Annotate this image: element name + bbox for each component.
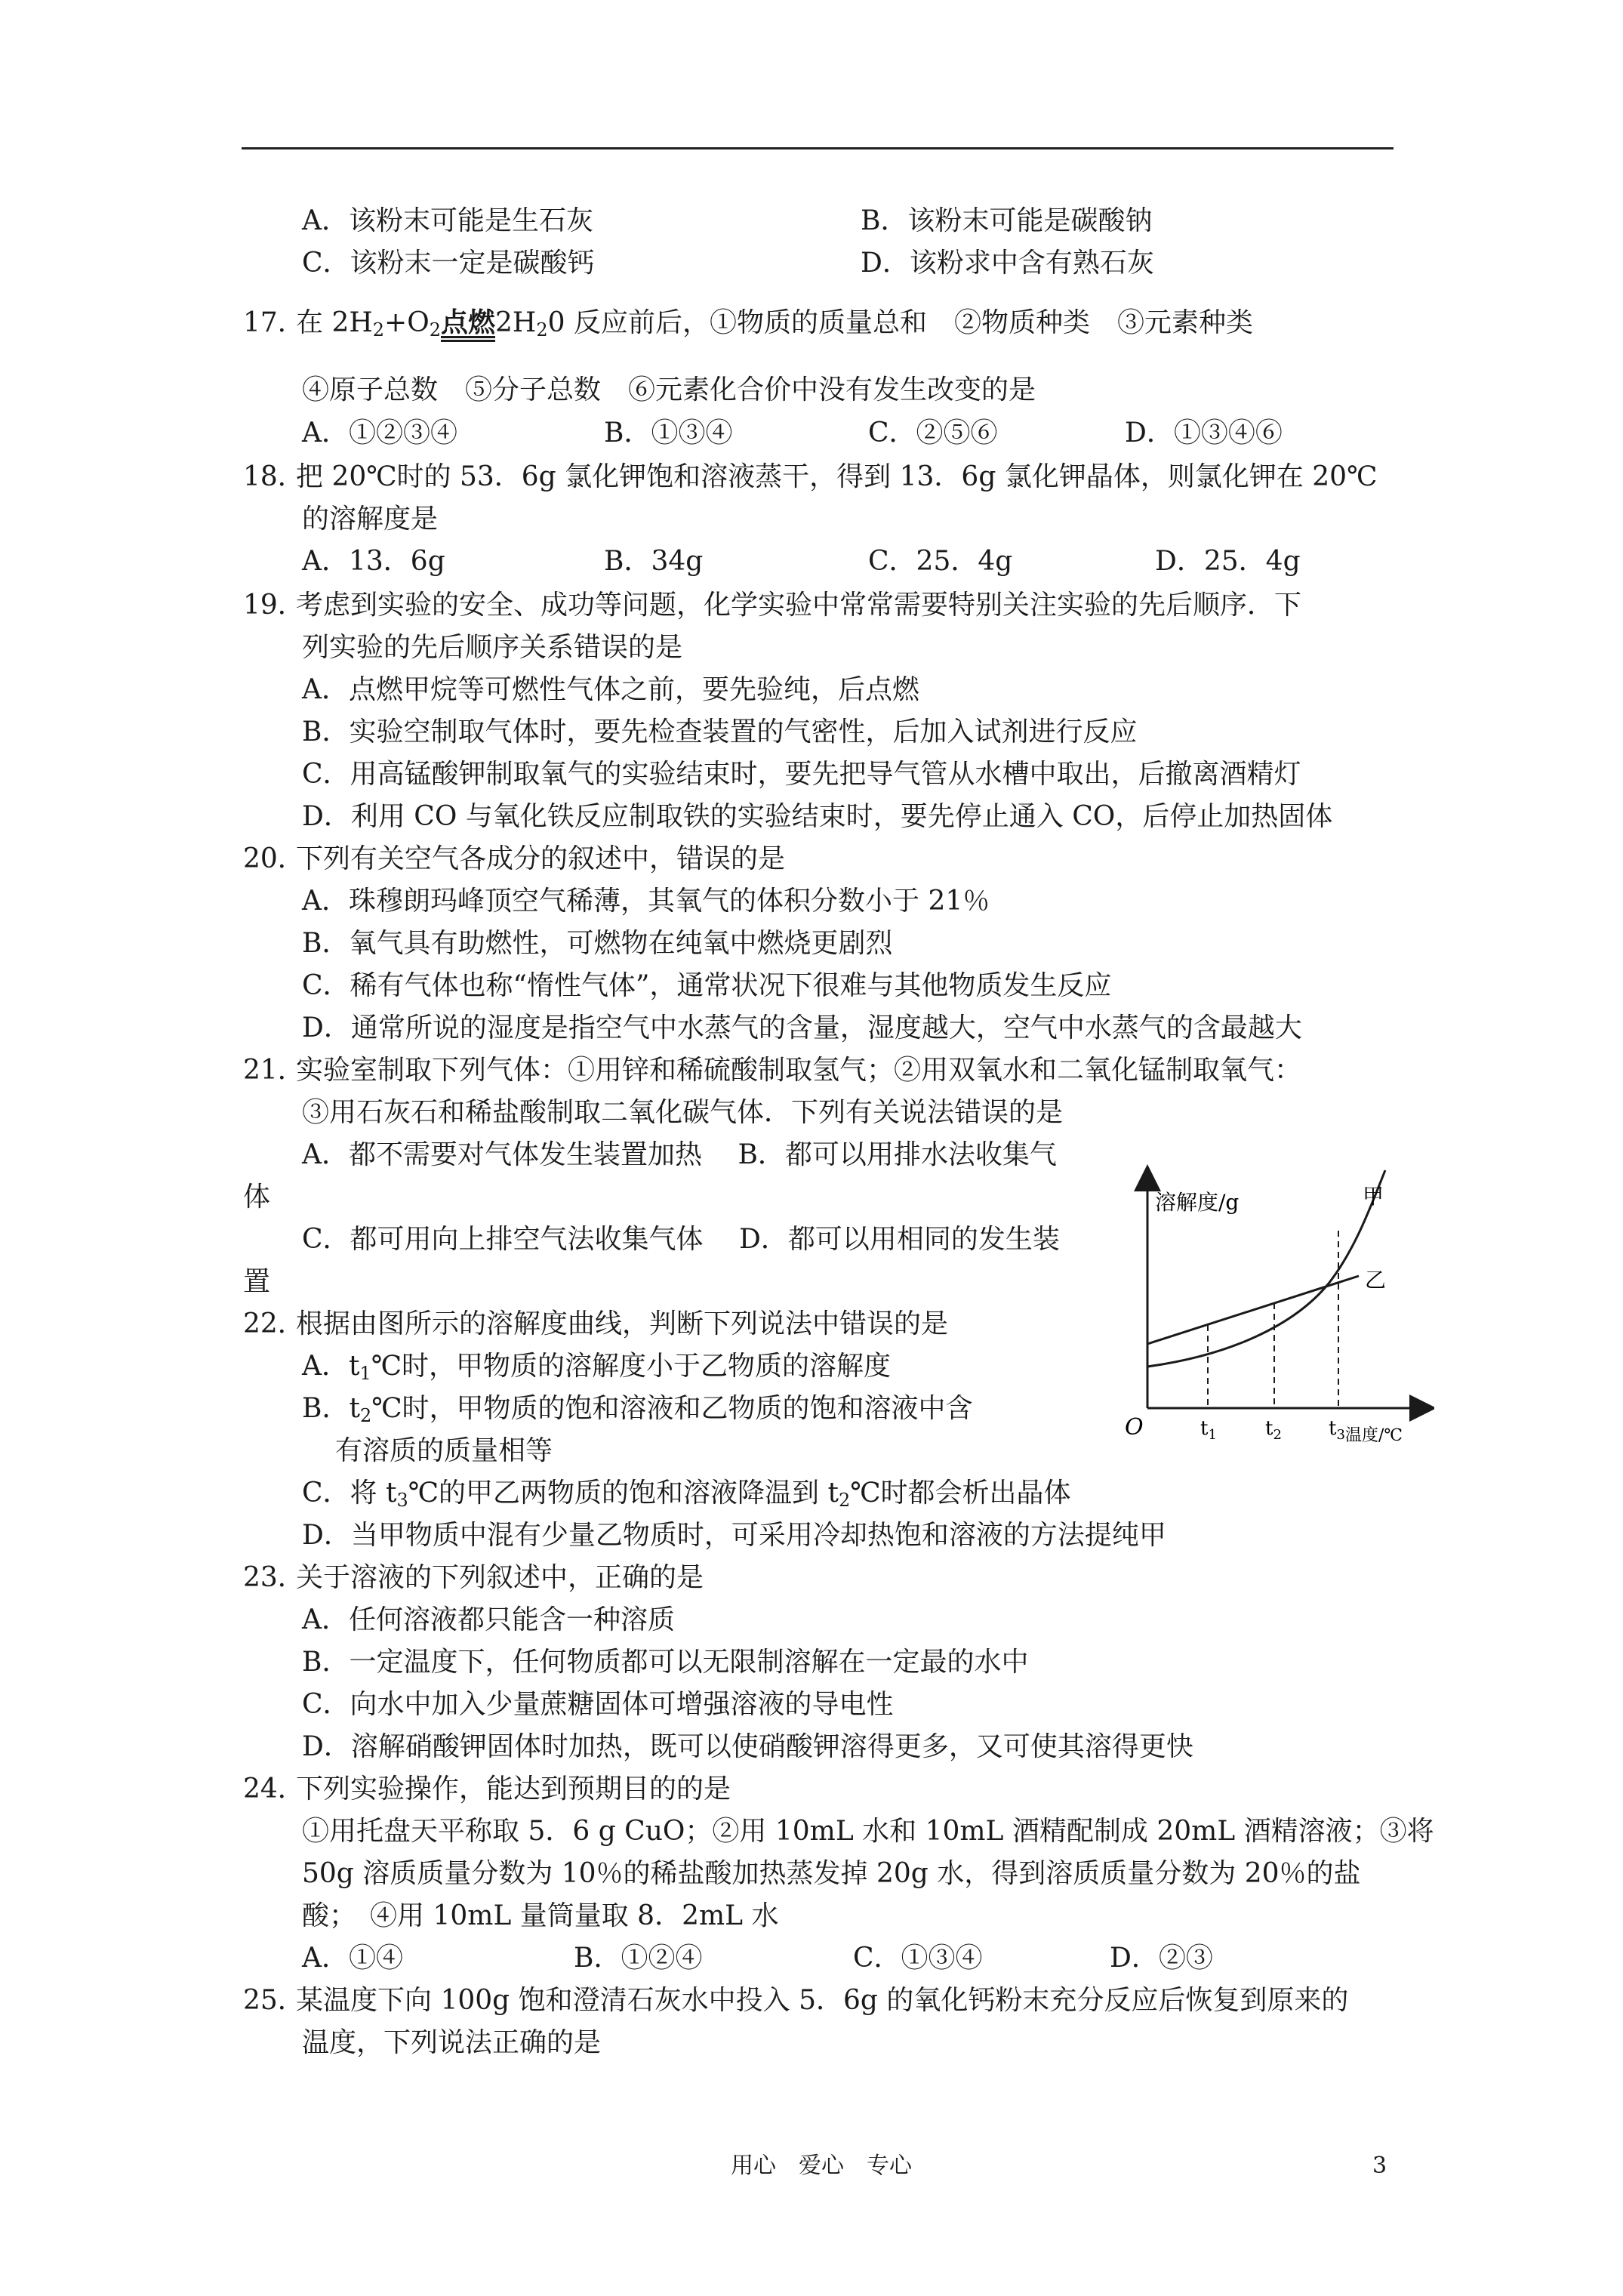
q24-option-c: C．①③④ — [853, 1943, 983, 1974]
q19-stem — [243, 589, 1301, 622]
q20-option-c: C．稀有气体也称“惰性气体”，通常状况下很难与其他物质发生反应 — [302, 970, 1112, 1001]
q22-a-post: ℃时，甲物质的溶解度小于乙物质的溶解度 — [371, 1351, 892, 1382]
q24-option-b: B．①②④ — [574, 1943, 703, 1974]
q23-number: 23． — [243, 1562, 305, 1593]
q17-eq-mid: 2H — [495, 307, 537, 338]
q22-number: 22． — [243, 1308, 305, 1339]
y-axis-label: 溶解度/g — [1155, 1190, 1240, 1215]
q18-option-d: D．25．4g — [1155, 546, 1301, 577]
q20-option-a: A．珠穆朗玛峰顶空气稀薄，其氧气的体积分数小于 21％ — [302, 886, 990, 917]
q22-c-mid: ℃的甲乙两物质的饱和溶液降温到 t — [408, 1478, 839, 1509]
q22-option-c — [302, 1477, 1071, 1510]
q22-b-pre: B．t — [302, 1393, 360, 1424]
q19-number: 19． — [243, 590, 305, 621]
t1-label: $t_1$ — [1200, 1417, 1217, 1442]
q18-option-c: C．25．4g — [868, 546, 1013, 577]
q22-b-sub: 2 — [359, 1405, 372, 1426]
curve-yi-label: 乙 — [1365, 1268, 1387, 1293]
q22-a-pre: A．t — [302, 1351, 360, 1382]
q19-option-d: D．利用 CO 与氧化铁反应制取铁的实验结束时，要先停止通入 CO，后停止加热固体 — [302, 801, 1333, 832]
q23-option-d: D．溶解硝酸钾固体时加热，既可以使硝酸钾溶得更多，又可使其溶得更快 — [302, 1731, 1193, 1762]
q24-line-2: ①用托盘天平称取 5．6 g CuO；②用 10mL 水和 10mL 酒精配制成 20mL 酒精溶液；③将 — [302, 1816, 1434, 1847]
q19-option-b: B．实验空制取气体时，要先检查装置的气密性，后加入试剂进行反应 — [302, 717, 1138, 747]
q17-condition: 点燃 — [441, 307, 496, 338]
q20-option-d: D．通常所说的湿度是指空气中水蒸气的含量，湿度越大，空气中水蒸气的含最越大 — [302, 1012, 1302, 1043]
q18-option-b: B．34g — [604, 546, 704, 577]
q18-number: 18． — [243, 461, 305, 492]
x-axis-label: 温度/℃ — [1345, 1426, 1403, 1442]
q17-eq-plus: +O — [384, 307, 430, 338]
q25-line-2: 温度，下列说法正确的是 — [302, 2027, 602, 2058]
footer-motto: 用心 爱心 专心 — [731, 2153, 912, 2179]
q22-line-1: 根据由图所示的溶解度曲线，判断下列说法中错误的是 — [296, 1308, 949, 1339]
q17-sub-3: 2 — [536, 319, 548, 341]
q21-options-ab-tail: 体 — [243, 1182, 271, 1213]
q17-line-2: ④原子总数 ⑤分子总数 ⑥元素化合价中没有发生改变的是 — [302, 374, 1036, 405]
q22-option-b-line-2: 有溶质的质量相等 — [335, 1435, 553, 1466]
q19-line-1: 考虑到实验的安全、成功等问题，化学实验中常常需要特别关注实验的先后顺序．下 — [296, 590, 1302, 621]
q25-stem — [243, 1984, 1348, 2017]
q20-number: 20． — [243, 843, 305, 874]
q17-option-c: C．②⑤⑥ — [868, 418, 998, 448]
q23-stem — [243, 1561, 704, 1595]
t3-label: $t_3$ — [1329, 1417, 1345, 1442]
q18-line-1: 把 20℃时的 53．6g 氯化钾饱和溶液蒸干，得到 13．6g 氯化钾晶体，则氯化钾在 20℃ — [296, 461, 1378, 492]
q24-number: 24． — [243, 1774, 305, 1804]
q22-c-pre: C．将 t — [302, 1478, 397, 1509]
q21-stem — [243, 1054, 1301, 1087]
q24-option-a: A．①④ — [302, 1943, 403, 1974]
q16-option-b: B．该粉末可能是碳酸钠 — [861, 205, 1153, 236]
q22-c-sub: 3 — [396, 1490, 408, 1511]
q22-c-sub2: 2 — [838, 1490, 851, 1511]
q17-eq-pre: 在 2H — [296, 307, 373, 338]
page-number: 3 — [1372, 2153, 1387, 2179]
q17-stem — [243, 306, 1253, 340]
q24-line-3: 50g 溶质质量分数为 10％的稀盐酸加热蒸发掉 20g 水，得到溶质质量分数为 20％的盐 — [302, 1858, 1361, 1889]
q21-line-1: 实验室制取下列气体：①用锌和稀硫酸制取氢气；②用双氧水和二氧化锰制取氧气： — [296, 1055, 1302, 1086]
q19-option-c: C．用高锰酸钾制取氧气的实验结束时，要先把导气管从水槽中取出，后撤离酒精灯 — [302, 759, 1301, 790]
q16-option-d: D．该粉求中含有熟石灰 — [861, 248, 1154, 279]
q22-option-d: D．当甲物质中混有少量乙物质时，可采用冷却热饱和溶液的方法提纯甲 — [302, 1520, 1166, 1551]
q23-line-1: 关于溶液的下列叙述中，正确的是 — [296, 1562, 704, 1593]
q18-line-2: 的溶解度是 — [302, 504, 439, 535]
q21-number: 21． — [243, 1055, 305, 1086]
t2-label: $t_2$ — [1265, 1417, 1282, 1442]
q21-options-ab: A．都不需要对气体发生装置加热 B．都可以用排水法收集气 — [302, 1139, 1057, 1170]
q17-sub-2: 2 — [429, 319, 441, 341]
q23-option-a: A．任何溶液都只能含一种溶质 — [302, 1604, 675, 1635]
q25-line-1: 某温度下向 100g 饱和澄清石灰水中投入 5．6g 的氧化钙粉末充分反应后恢复到原来的 — [296, 1985, 1349, 2016]
q17-option-d: D．①③④⑥ — [1125, 418, 1283, 448]
header-rule — [242, 147, 1394, 149]
q22-stem — [243, 1308, 948, 1341]
solubility-curve-figure — [1102, 1155, 1434, 1442]
q16-option-c: C．该粉末一定是碳酸钙 — [302, 248, 595, 279]
q22-option-a — [302, 1350, 891, 1383]
q20-stem — [243, 843, 785, 876]
q23-option-c: C．向水中加入少量蔗糖固体可增强溶液的导电性 — [302, 1689, 894, 1720]
q20-line-1: 下列有关空气各成分的叙述中，错误的是 — [296, 843, 786, 874]
q21-options-cd: C．都可用向上排空气法收集气体 D．都可以用相同的发生装 — [302, 1224, 1060, 1255]
q18-option-a: A．13．6g — [302, 546, 445, 577]
q19-line-2: 列实验的先后顺序关系错误的是 — [302, 632, 683, 663]
q24-line-4: 酸； ④用 10mL 量筒量取 8．2mL 水 — [302, 1900, 779, 1931]
q20-option-b: B．氧气具有助燃性，可燃物在纯氧中燃烧更剧烈 — [302, 928, 893, 959]
q24-line-1: 下列实验操作，能达到预期目的的是 — [296, 1774, 731, 1804]
q21-line-2: ③用石灰石和稀盐酸制取二氧化碳气体．下列有关说法错误的是 — [302, 1097, 1064, 1128]
q17-option-a: A．①②③④ — [302, 418, 457, 448]
q18-stem — [243, 461, 1377, 494]
q17-option-b: B．①③④ — [604, 418, 733, 448]
q22-b-post: ℃时，甲物质的饱和溶液和乙物质的饱和溶液中含 — [371, 1393, 973, 1424]
q22-c-post: ℃时都会析出晶体 — [850, 1478, 1071, 1509]
q23-option-b: B．一定温度下，任何物质都可以无限制溶解在一定最的水中 — [302, 1647, 1029, 1678]
q17-sub-1: 2 — [372, 319, 385, 341]
q19-option-a: A．点燃甲烷等可燃性气体之前，要先验纯，后点燃 — [302, 674, 919, 705]
q22-option-b — [302, 1392, 973, 1425]
q16-option-a: A．该粉末可能是生石灰 — [302, 205, 593, 236]
q24-option-d: D．②③ — [1110, 1943, 1213, 1974]
q22-a-sub: 1 — [359, 1363, 371, 1384]
origin-label: O — [1125, 1414, 1144, 1441]
curve-jia-label: 甲 — [1363, 1184, 1384, 1209]
q21-options-cd-tail: 置 — [243, 1266, 271, 1297]
q24-stem — [243, 1773, 731, 1806]
q17-eq-post: 0 反应前后，①物质的质量总和 ②物质种类 ③元素种类 — [547, 307, 1253, 338]
q25-number: 25． — [243, 1985, 305, 2016]
q17-number: 17． — [243, 307, 305, 338]
